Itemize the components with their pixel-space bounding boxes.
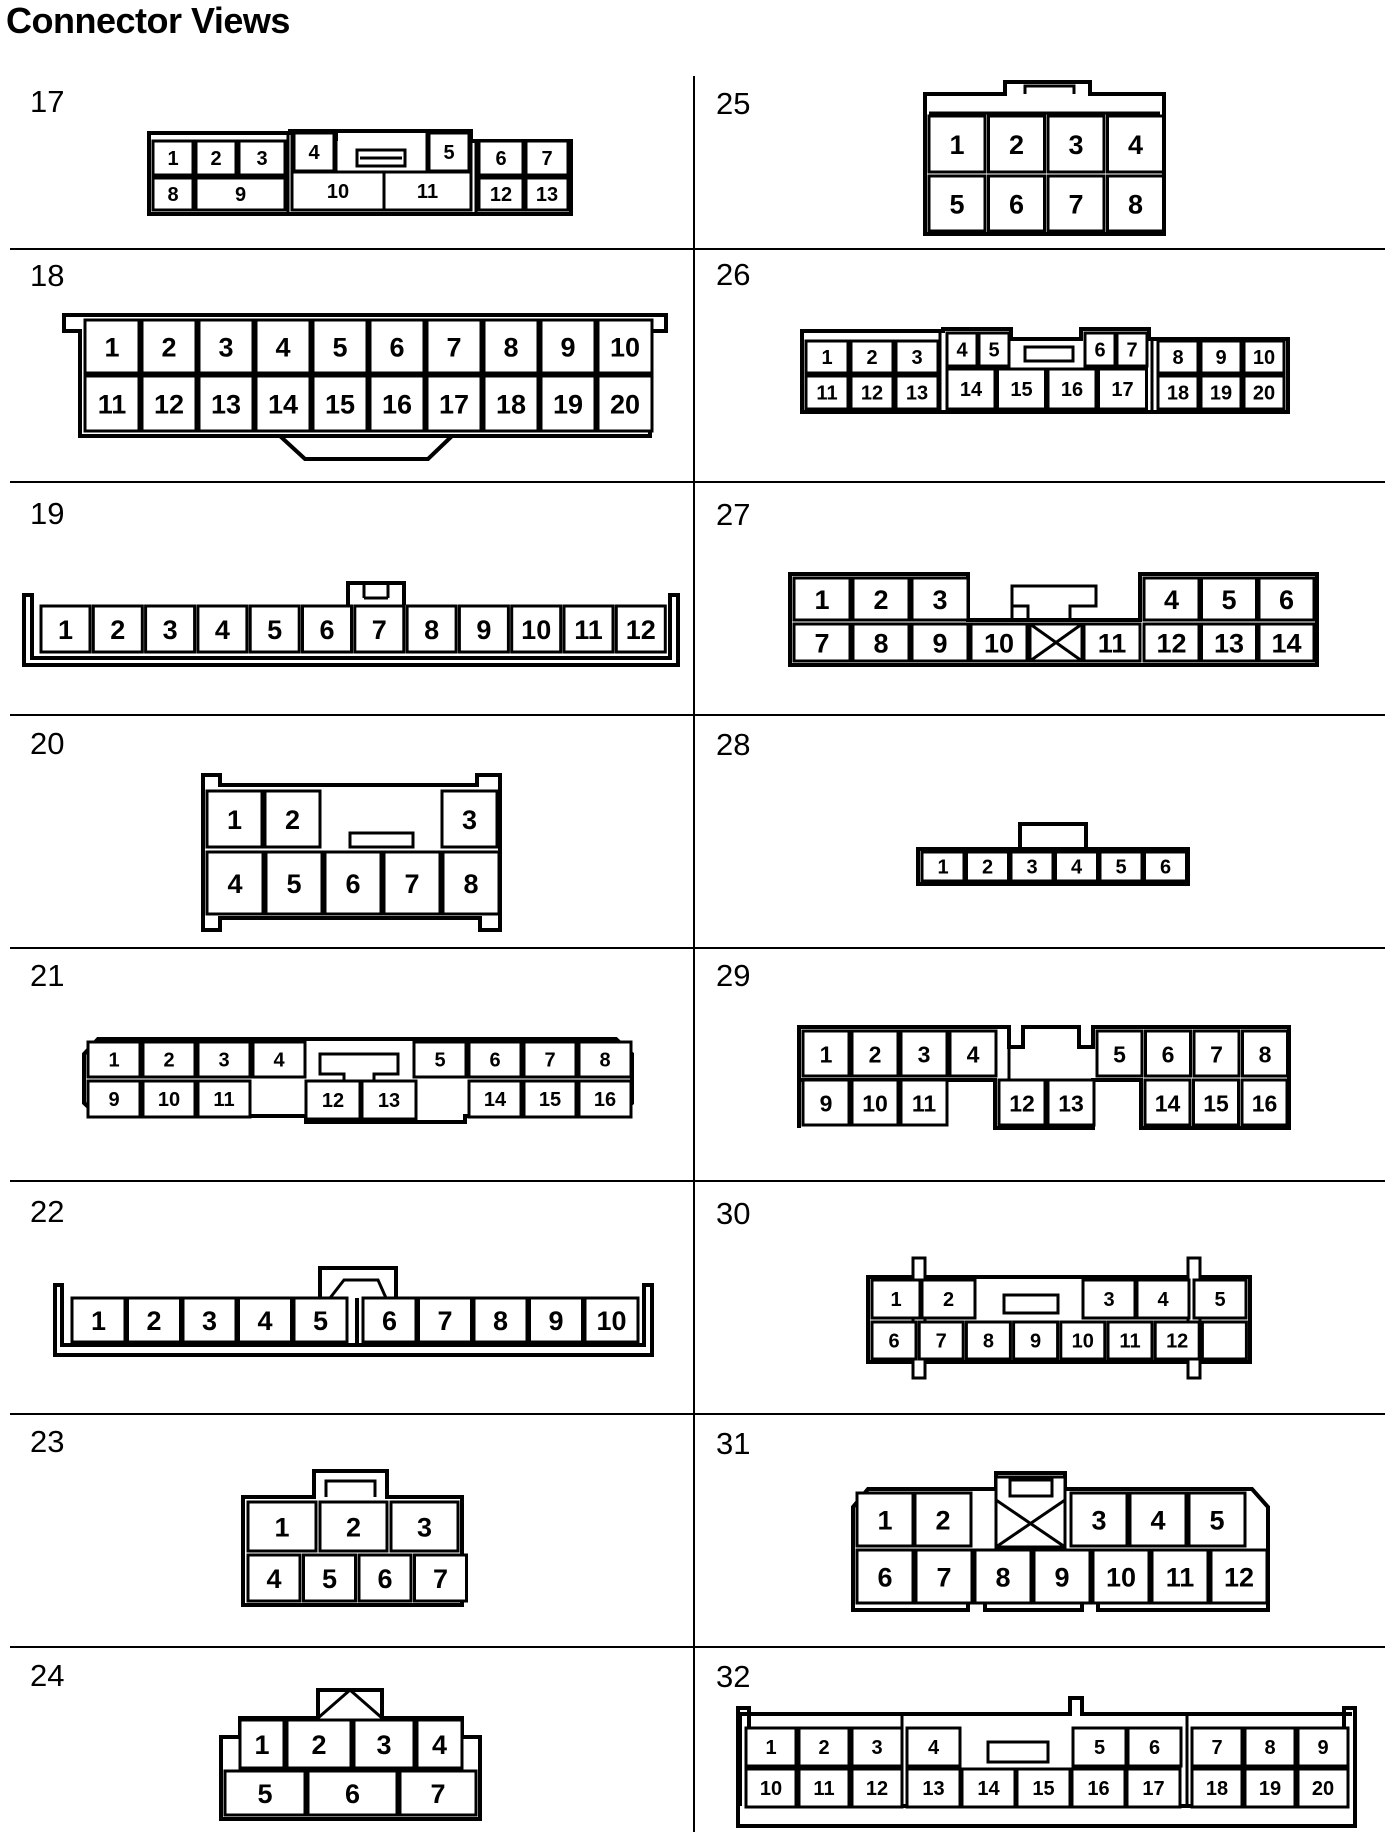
- page-title: Connector Views: [6, 0, 290, 41]
- pin-number: 18: [1205, 1778, 1229, 1800]
- pin-number: 1: [949, 130, 965, 160]
- pin-number: 3: [218, 1049, 230, 1072]
- pin-number: 1: [765, 1737, 777, 1759]
- pin-number: 9: [476, 615, 492, 645]
- connector-20: [203, 775, 500, 930]
- pin-number: 2: [110, 615, 126, 645]
- pin-number: 6: [345, 869, 361, 899]
- pin-number: 4: [257, 1306, 273, 1336]
- pin-number: 5: [1221, 585, 1237, 615]
- pin-number: 20: [609, 389, 641, 420]
- pin-number: 2: [942, 1289, 955, 1311]
- pin-number: 7: [541, 148, 553, 170]
- pin-number: 7: [1210, 1041, 1223, 1068]
- pin-number: 7: [544, 1049, 556, 1072]
- pin-number: 4: [227, 869, 243, 899]
- connector-24: [221, 1690, 480, 1819]
- pin-number: 12: [1223, 1562, 1255, 1593]
- pin-number: 3: [1026, 856, 1038, 879]
- pin-number: 11: [816, 382, 838, 405]
- pin-number: 19: [1258, 1778, 1282, 1800]
- pin-number: 5: [443, 142, 455, 164]
- pin-number: 10: [521, 615, 552, 645]
- pin-number: 11: [97, 389, 127, 420]
- pin-number: 16: [593, 1089, 617, 1111]
- pin-number: 7: [430, 1779, 446, 1809]
- pin-number: 6: [1278, 585, 1295, 615]
- pin-number: 11: [574, 615, 603, 645]
- pin-number: 1: [108, 1049, 120, 1072]
- pin-number: 11: [911, 1090, 937, 1117]
- pin-number: 2: [981, 856, 994, 879]
- pin-number: 9: [1317, 1737, 1329, 1759]
- pin-number: 1: [814, 585, 830, 615]
- pin-number: 14: [483, 1089, 507, 1111]
- connector-number-label: 18: [30, 258, 65, 293]
- pin-number: 3: [162, 615, 178, 645]
- pin-number: 2: [210, 148, 222, 170]
- pin-number: 19: [552, 389, 584, 420]
- pin-number: 12: [865, 1778, 889, 1800]
- pin-number: 12: [321, 1090, 345, 1112]
- pin-number: 3: [871, 1737, 883, 1759]
- pin-number: 11: [1165, 1562, 1195, 1593]
- pin-number: 8: [1172, 347, 1184, 369]
- pin-number: 2: [866, 347, 878, 369]
- pin-number: 13: [210, 389, 242, 420]
- pin-number: 8: [995, 1562, 1011, 1593]
- pin-number: 6: [381, 1306, 398, 1336]
- pin-number: 8: [167, 184, 179, 206]
- pin-number: 4: [431, 1730, 448, 1760]
- pin-number: 4: [956, 339, 968, 362]
- pin-number: 10: [609, 332, 641, 363]
- pin-number: 14: [959, 379, 983, 401]
- pin-number: 1: [877, 1505, 893, 1536]
- pin-number: 7: [437, 1306, 453, 1336]
- pin-number: 12: [1009, 1090, 1035, 1117]
- pin-number: 4: [308, 142, 320, 164]
- pin-number: 12: [1156, 628, 1187, 659]
- pin-number: 1: [274, 1512, 290, 1543]
- pin-number: 1: [890, 1289, 902, 1311]
- pin-number: 3: [1103, 1289, 1115, 1311]
- pin-number: 2: [161, 332, 177, 363]
- pin-number: 16: [1087, 1778, 1110, 1800]
- pin-number: 8: [982, 1330, 994, 1353]
- pin-number: 5: [312, 1306, 329, 1336]
- pin-number: 1: [819, 1041, 833, 1068]
- pin-number: 2: [163, 1049, 175, 1072]
- pin-number: 4: [273, 1049, 285, 1072]
- connector-19: [24, 583, 678, 665]
- pin-number: 13: [1058, 1090, 1084, 1117]
- pin-number: 1: [254, 1730, 270, 1760]
- pin-number: 4: [1070, 856, 1083, 879]
- pin-number: 2: [345, 1512, 362, 1543]
- connector-23: [243, 1471, 467, 1605]
- pin-number: 8: [1127, 189, 1144, 220]
- connector-30: [868, 1258, 1250, 1378]
- pin-number: 12: [489, 184, 513, 206]
- pin-number: 8: [873, 628, 889, 659]
- pin-number: 6: [888, 1330, 900, 1353]
- pin-number: 5: [1115, 856, 1127, 879]
- pin-number: 5: [1214, 1289, 1226, 1311]
- pin-number: 9: [819, 1090, 833, 1117]
- pin-number: 1: [821, 347, 833, 369]
- pin-number: 11: [813, 1778, 835, 1800]
- pin-number: 13: [1213, 628, 1245, 659]
- connector-29: [799, 1027, 1289, 1128]
- pin-number: 8: [424, 615, 440, 645]
- pin-number: 13: [905, 382, 929, 405]
- pin-number: 14: [267, 389, 299, 420]
- pin-number: 9: [560, 332, 576, 363]
- pin-number: 2: [311, 1730, 327, 1760]
- pin-number: 6: [319, 615, 335, 645]
- connector-number-label: 28: [716, 727, 751, 762]
- pin-number: 5: [321, 1564, 338, 1594]
- pin-number: 10: [862, 1090, 888, 1117]
- pin-number: 3: [218, 332, 234, 363]
- connector-28: [918, 824, 1188, 884]
- pin-number: 8: [463, 869, 479, 899]
- pin-number: 20: [1311, 1778, 1335, 1800]
- pin-number: 16: [381, 389, 413, 420]
- pin-number: 4: [275, 332, 291, 363]
- pin-number: 18: [495, 389, 527, 420]
- pin-number: 2: [935, 1505, 951, 1536]
- pin-number: 17: [438, 389, 470, 420]
- pin-number: 6: [489, 1049, 501, 1072]
- pin-number: 15: [324, 389, 356, 420]
- pin-number: 3: [201, 1306, 218, 1336]
- pin-number: 1: [104, 332, 120, 363]
- pin-number: 20: [1252, 382, 1276, 405]
- connector-25: [925, 82, 1164, 234]
- pin-number: 7: [1068, 189, 1084, 220]
- pin-number: 1: [57, 615, 74, 645]
- pin-number: 5: [267, 615, 283, 645]
- pin-number: 10: [157, 1089, 181, 1111]
- connector-17: [149, 131, 571, 214]
- pin-number: 7: [404, 869, 420, 899]
- connector-number-label: 25: [716, 86, 751, 121]
- pin-number: 10: [1252, 347, 1276, 369]
- pin-number: 6: [377, 1564, 393, 1594]
- pin-number: 6: [1148, 1737, 1161, 1759]
- pin-number: 3: [911, 347, 923, 369]
- connector-21: [84, 1039, 632, 1122]
- pin-number: 14: [977, 1778, 1000, 1800]
- pin-number: 6: [1008, 189, 1025, 220]
- pin-number: 3: [932, 585, 948, 615]
- pin-number: 9: [932, 628, 948, 659]
- pin-number: 3: [461, 805, 478, 835]
- pin-number: 13: [922, 1778, 945, 1800]
- pin-number: 15: [1032, 1778, 1055, 1800]
- pin-number: 1: [226, 805, 243, 835]
- pin-number: 5: [332, 332, 348, 363]
- connector-number-label: 23: [30, 1424, 65, 1459]
- connector-22: [55, 1268, 652, 1355]
- pin-number: 10: [1105, 1562, 1137, 1593]
- pin-number: 11: [1119, 1330, 1141, 1353]
- pin-number: 14: [1154, 1090, 1181, 1117]
- pin-number: 10: [1071, 1330, 1094, 1353]
- pin-number: 18: [1166, 382, 1190, 405]
- pin-number: 7: [935, 1330, 947, 1353]
- pin-number: 3: [1091, 1505, 1107, 1536]
- pin-number: 17: [1111, 379, 1134, 401]
- connector-number-label: 17: [30, 84, 65, 119]
- pin-number: 10: [326, 181, 350, 203]
- pin-number: 7: [371, 615, 387, 645]
- pin-number: 6: [877, 1562, 893, 1593]
- connector-27: [790, 574, 1317, 665]
- connector-number-label: 27: [716, 497, 751, 532]
- pin-number: 11: [213, 1089, 235, 1111]
- pin-number: 15: [1203, 1090, 1229, 1117]
- pin-number: 7: [446, 332, 462, 363]
- pin-number: 8: [492, 1306, 509, 1336]
- pin-number: 12: [153, 389, 185, 420]
- pin-number: 8: [1258, 1041, 1272, 1068]
- pin-number: 10: [983, 628, 1015, 659]
- connector-18: [64, 315, 666, 459]
- pin-number: 9: [108, 1089, 120, 1111]
- pin-number: 5: [1209, 1505, 1225, 1536]
- pin-number: 5: [1113, 1041, 1126, 1068]
- pin-number: 4: [1163, 585, 1180, 615]
- pin-number: 9: [548, 1306, 564, 1336]
- connector-number-label: 19: [30, 496, 65, 531]
- pin-number: 5: [1093, 1737, 1106, 1759]
- pin-number: 8: [599, 1049, 611, 1072]
- pin-number: 2: [1008, 130, 1025, 160]
- pin-number: 3: [416, 1512, 433, 1543]
- pin-number: 4: [214, 615, 230, 645]
- connector-number-label: 24: [30, 1658, 65, 1693]
- pin-number: 15: [538, 1089, 562, 1111]
- pin-number: 2: [284, 805, 301, 835]
- pin-number: 12: [1166, 1330, 1189, 1353]
- pin-number: 2: [146, 1306, 162, 1336]
- connector-number-label: 31: [716, 1426, 751, 1461]
- pin-number: 3: [376, 1730, 392, 1760]
- pin-number: 5: [286, 869, 302, 899]
- pin-number: 7: [814, 628, 830, 659]
- pin-number: 3: [1068, 130, 1084, 160]
- pin-number: 4: [1127, 130, 1144, 160]
- pin-number: 3: [917, 1041, 931, 1068]
- pin-number: 12: [860, 382, 884, 405]
- pin-number: 6: [495, 148, 507, 170]
- pin-number: 1: [90, 1306, 107, 1336]
- pin-number: 7: [432, 1564, 449, 1594]
- connector-31: [853, 1473, 1268, 1610]
- pin-number: 9: [1030, 1330, 1042, 1353]
- pin-number: 9: [1215, 347, 1227, 369]
- pin-number: 4: [927, 1737, 940, 1759]
- pin-number: 14: [1271, 628, 1302, 659]
- pin-number: 11: [1097, 628, 1127, 659]
- pin-number: 2: [818, 1737, 830, 1759]
- connector-number-label: 26: [716, 257, 751, 292]
- pin-number: 6: [1159, 856, 1172, 879]
- pin-number: 5: [988, 339, 1000, 362]
- pin-number: 4: [966, 1041, 980, 1068]
- pin-number: 6: [344, 1779, 361, 1809]
- pin-number: 5: [949, 189, 965, 220]
- connector-number-label: 22: [30, 1194, 65, 1229]
- pin-number: 4: [266, 1564, 282, 1594]
- pin-number: 19: [1209, 382, 1233, 405]
- pin-number: 7: [1211, 1737, 1223, 1759]
- pin-number: 7: [1126, 339, 1138, 362]
- pin-number: 8: [1264, 1737, 1276, 1759]
- pin-cell: [1202, 1322, 1246, 1359]
- pin-number: 9: [1054, 1562, 1070, 1593]
- pin-number: 11: [416, 181, 439, 203]
- pin-number: 2: [868, 1041, 882, 1068]
- connector-number-label: 32: [716, 1659, 751, 1694]
- pin-number: 6: [1161, 1041, 1175, 1068]
- pin-number: 2: [873, 585, 889, 615]
- pin-number: 17: [1142, 1778, 1165, 1800]
- pin-number: 8: [503, 332, 519, 363]
- pin-number: 10: [759, 1778, 783, 1800]
- pin-number: 6: [1094, 339, 1106, 362]
- pin-number: 10: [596, 1306, 627, 1336]
- connector-number-label: 30: [716, 1196, 751, 1231]
- pin-number: 9: [234, 184, 247, 206]
- pin-number: 16: [1060, 379, 1084, 401]
- connector-number-label: 29: [716, 958, 751, 993]
- pin-number: 13: [535, 184, 559, 206]
- connector-32: [738, 1698, 1355, 1826]
- connector-number-label: 21: [30, 958, 65, 993]
- pin-number: 1: [167, 148, 179, 170]
- connector-26: [802, 329, 1288, 412]
- connector-number-label: 20: [30, 726, 65, 761]
- pin-number: 16: [1251, 1090, 1278, 1117]
- pin-number: 4: [1150, 1505, 1166, 1536]
- pin-number: 5: [257, 1779, 273, 1809]
- pin-number: 4: [1157, 1289, 1169, 1311]
- pin-number: 3: [256, 148, 268, 170]
- pin-number: 12: [625, 615, 656, 645]
- pin-number: 13: [377, 1090, 401, 1112]
- pin-number: 1: [937, 856, 949, 879]
- pin-number: 7: [936, 1562, 952, 1593]
- pin-number: 5: [434, 1049, 446, 1072]
- pin-number: 6: [389, 332, 405, 363]
- pin-number: 15: [1010, 379, 1033, 401]
